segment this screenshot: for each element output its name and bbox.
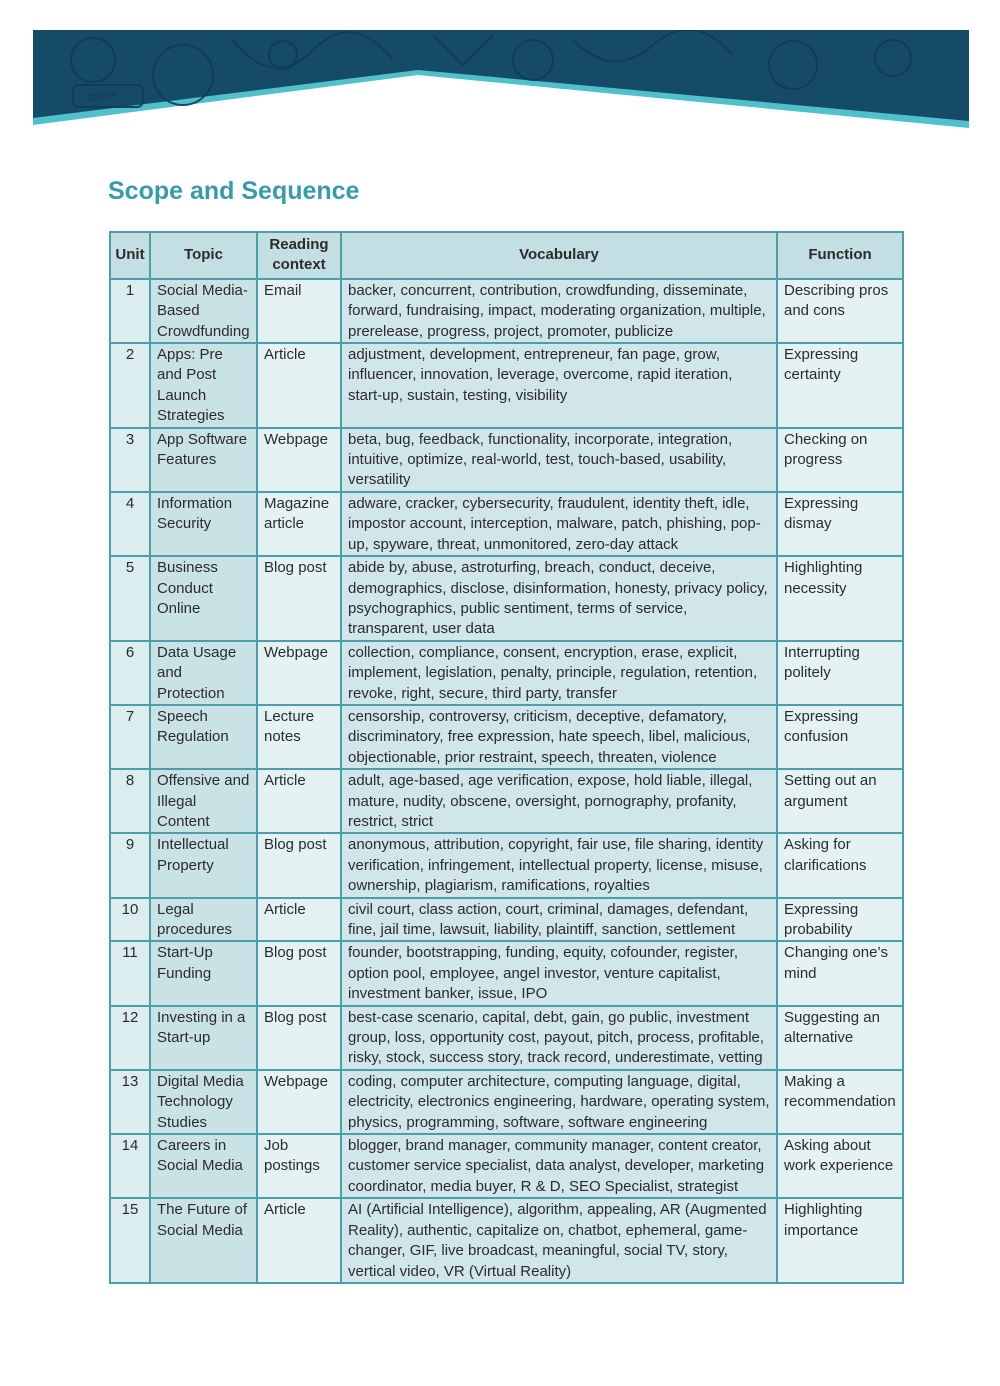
vocabulary-cell: adult, age-based, age verification, expose, hold liable, illegal, mature, nudity, obscene, oversight, pornography, profanity, restrict, strict [341,769,777,833]
table-row [110,941,903,1005]
header-reading-context: Reading context [257,232,341,279]
reading-context-cell: Lecture notes [257,705,341,769]
unit-cell: 6 [110,641,150,705]
reading-context-cell: Blog post [257,556,341,641]
vocabulary-cell: best-case scenario, capital, debt, gain, go public, investment group, loss, opportunity cost, payout, pitch, process, profitable, risky, stock, success story, track record, underestimate, vetting [341,1006,777,1070]
function-cell: Setting out an argument [777,769,903,833]
table-row [110,833,903,897]
unit-cell: 2 [110,343,150,428]
topic-cell: Speech Regulation [150,705,257,769]
vocabulary-cell: adjustment, development, entrepreneur, fan page, grow, influencer, innovation, leverage, overcome, rapid iteration, start-up, sustain, testing, visibility [341,343,777,428]
table-row [110,705,903,769]
unit-cell: 7 [110,705,150,769]
header-topic: Topic [150,232,257,279]
topic-cell: Careers in Social Media [150,1134,257,1198]
topic-cell: Intellectual Property [150,833,257,897]
table-row [110,1198,903,1283]
table-row [110,556,903,641]
table-row [110,1134,903,1198]
header-vocabulary: Vocabulary [341,232,777,279]
topic-cell: Apps: Pre and Post Launch Strategies [150,343,257,428]
vocabulary-cell: coding, computer architecture, computing language, digital, electricity, electronics engineering, hardware, operating system, physics, programming, software, software engineering [341,1070,777,1134]
reading-context-cell: Article [257,769,341,833]
function-cell: Highlighting importance [777,1198,903,1283]
function-cell: Expressing dismay [777,492,903,556]
unit-cell: 13 [110,1070,150,1134]
reading-context-cell: Blog post [257,1006,341,1070]
function-cell: Checking on progress [777,428,903,492]
unit-cell: 15 [110,1198,150,1283]
table-row [110,898,903,942]
unit-cell: 12 [110,1006,150,1070]
unit-cell: 8 [110,769,150,833]
unit-cell: 1 [110,279,150,343]
function-cell: Highlighting necessity [777,556,903,641]
banner-follow-text: follow [86,85,119,105]
vocabulary-cell: abide by, abuse, astroturfing, breach, conduct, deceive, demographics, disclose, disinformation, honesty, privacy policy, psychographics, public sentiment, terms of service, transparent, user data [341,556,777,641]
header-unit: Unit [110,232,150,279]
function-cell: Expressing confusion [777,705,903,769]
reading-context-cell: Webpage [257,428,341,492]
function-cell: Interrupting politely [777,641,903,705]
table-row [110,641,903,705]
topic-cell: Offensive and Illegal Content [150,769,257,833]
reading-context-cell: Blog post [257,941,341,1005]
vocabulary-cell: blogger, brand manager, community manager, content creator, customer service specialist, data analyst, developer, marketing coordinator, media buyer, R & D, SEO Specialist, strategist [341,1134,777,1198]
function-cell: Suggesting an alternative [777,1006,903,1070]
reading-context-cell: Blog post [257,833,341,897]
topic-cell: Social Media-Based Crowdfunding [150,279,257,343]
vocabulary-cell: beta, bug, feedback, functionality, incorporate, integration, intuitive, optimize, real-world, test, touch-based, usability, versatility [341,428,777,492]
function-cell: Changing one’s mind [777,941,903,1005]
table-row [110,492,903,556]
topic-cell: Business Conduct Online [150,556,257,641]
topic-cell: Investing in a Start-up [150,1006,257,1070]
reading-context-cell: Article [257,898,341,942]
vocabulary-cell: anonymous, attribution, copyright, fair use, file sharing, identity verification, infringement, intellectual property, license, misuse, ownership, plagiarism, ramifications, royalties [341,833,777,897]
page-title: Scope and Sequence [108,177,360,205]
header-function: Function [777,232,903,279]
unit-cell: 10 [110,898,150,942]
unit-cell: 14 [110,1134,150,1198]
function-cell: Expressing probability [777,898,903,942]
vocabulary-cell: backer, concurrent, contribution, crowdfunding, disseminate, forward, fundraising, impact, moderating organization, multiple, prerelease, progress, project, promoter, publicize [341,279,777,343]
reading-context-cell: Webpage [257,1070,341,1134]
function-cell: Describing pros and cons [777,279,903,343]
table-row [110,1006,903,1070]
unit-cell: 4 [110,492,150,556]
function-cell: Asking about work experience [777,1134,903,1198]
vocabulary-cell: adware, cracker, cybersecurity, fraudulent, identity theft, idle, impostor account, interception, malware, patch, phishing, pop-up, spyware, threat, unmonitored, zero-day attack [341,492,777,556]
reading-context-cell: Magazine article [257,492,341,556]
reading-context-cell: Email [257,279,341,343]
vocabulary-cell: collection, compliance, consent, encryption, erase, explicit, implement, legislation, penalty, principle, regulation, retention, revoke, right, secure, third party, transfer [341,641,777,705]
topic-cell: Legal procedures [150,898,257,942]
topic-cell: Information Security [150,492,257,556]
table-row [110,428,903,492]
topic-cell: Digital Media Technology Studies [150,1070,257,1134]
function-cell: Making a recommendation [777,1070,903,1134]
topic-cell: Data Usage and Protection [150,641,257,705]
topic-cell: The Future of Social Media [150,1198,257,1283]
topic-cell: Start-Up Funding [150,941,257,1005]
vocabulary-cell: founder, bootstrapping, funding, equity, cofounder, register, option pool, employee, angel investor, venture capitalist, investment banker, issue, IPO [341,941,777,1005]
unit-cell: 5 [110,556,150,641]
unit-cell: 3 [110,428,150,492]
table-row [110,279,903,343]
reading-context-cell: Article [257,343,341,428]
reading-context-cell: Article [257,1198,341,1283]
reading-context-cell: Job postings [257,1134,341,1198]
vocabulary-cell: censorship, controversy, criticism, deceptive, defamatory, discriminatory, free expression, hate speech, libel, malicious, objectionable, prior restraint, speech, threaten, violence [341,705,777,769]
table-row [110,1070,903,1134]
table-row [110,769,903,833]
table-row [110,343,903,428]
vocabulary-cell: civil court, class action, court, criminal, damages, defendant, fine, jail time, lawsuit, liability, plaintiff, sanction, settlement [341,898,777,942]
reading-context-cell: Webpage [257,641,341,705]
function-cell: Asking for clarifications [777,833,903,897]
table-header-row [110,232,903,279]
topic-cell: App Software Features [150,428,257,492]
unit-cell: 9 [110,833,150,897]
unit-cell: 11 [110,941,150,1005]
scope-sequence-table [109,231,904,1284]
function-cell: Expressing certainty [777,343,903,428]
vocabulary-cell: AI (Artificial Intelligence), algorithm, appealing, AR (Augmented Reality), authentic, capitalize on, chatbot, ephemeral, game-changer, GIF, live broadcast, meaningful, social TV, story, vertical video, VR (Virtual Reality) [341,1198,777,1283]
header-banner [33,30,969,130]
